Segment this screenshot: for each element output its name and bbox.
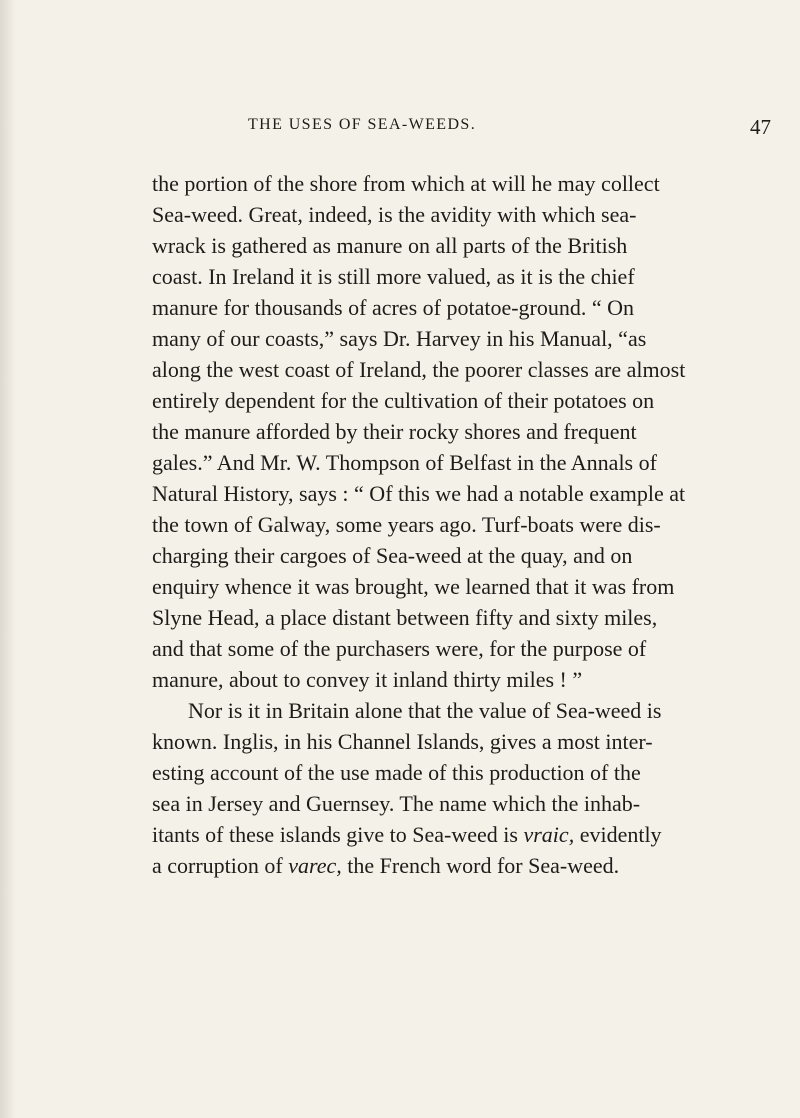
text-line: Slyne Head, a place distant between fifty and sixty miles, (152, 605, 658, 630)
text-line: along the west coast of Ireland, the poorer classes are almost (152, 357, 686, 382)
running-head (0, 116, 800, 140)
text-run: itants of these islands give to Sea-weed is (152, 822, 524, 847)
text-run: the French word for Sea-weed. (341, 853, 620, 878)
text-line: and that some of the purchasers were, for the purpose of (152, 636, 647, 661)
text-line (152, 850, 619, 881)
text-line: Natural History, says : “ Of this we had a notable example at (152, 481, 686, 506)
italic-word: varec, (288, 853, 342, 878)
text-line: gales.” And Mr. W. Thompson of Belfast in the Annals of (152, 450, 657, 475)
gutter-shadow (0, 0, 16, 1118)
text-run: a corruption of (152, 853, 289, 878)
text-line (152, 819, 662, 850)
text-line: many of our coasts,” says Dr. Harvey in his Manual, “as (152, 326, 647, 351)
text-line: entirely dependent for the cultivation of their potatoes on (152, 388, 655, 413)
text-line: sea in Jersey and Guernsey. The name which the inhab- (152, 791, 641, 816)
text-line: wrack is gathered as manure on all parts of the British (152, 233, 628, 258)
text-line: esting account of the use made of this production of the (152, 760, 641, 785)
paragraph-first-line: Nor is it in Britain alone that the value of Sea-weed is (188, 698, 662, 723)
italic-word: vraic, (523, 822, 575, 847)
text-line: known. Inglis, in his Channel Islands, gives a most inter- (152, 729, 653, 754)
text-line: the town of Galway, some years ago. Turf-boats were dis- (152, 512, 661, 537)
text-line: coast. In Ireland it is still more valued, as it is the chief (152, 264, 635, 289)
text-line: Sea-weed. Great, indeed, is the avidity with which sea- (152, 202, 637, 227)
text-line: enquiry whence it was brought, we learned that it was from (152, 574, 675, 599)
text-run: evidently (574, 822, 662, 847)
text-line: charging their cargoes of Sea-weed at the quay, and on (152, 543, 633, 568)
text-line: the portion of the shore from which at will he may collect (152, 171, 660, 196)
text-line: manure, about to convey it inland thirty miles ! ” (152, 667, 583, 692)
page-number: 47 (750, 115, 771, 139)
text-line: manure for thousands of acres of potatoe-ground. “ On (152, 295, 635, 320)
text-line: the manure afforded by their rocky shores and frequent (152, 419, 637, 444)
running-title: THE USES OF SEA-WEEDS. (248, 116, 477, 133)
